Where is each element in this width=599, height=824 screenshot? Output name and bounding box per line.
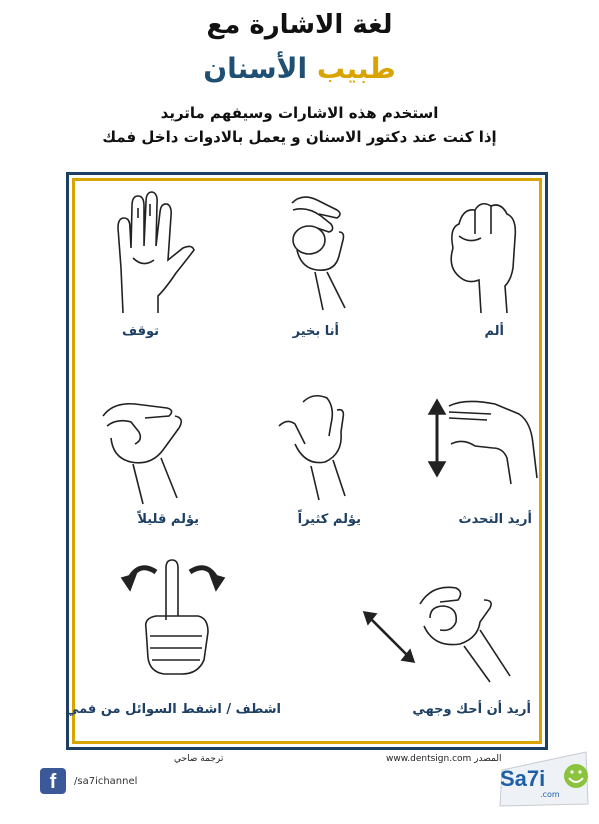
caption-ok: أنا بخير (292, 324, 339, 339)
fist-pain-icon (425, 188, 535, 318)
translation-credit: ترجمة صاحي (174, 754, 224, 764)
talk-hand-icon (415, 388, 545, 508)
scratch-face-icon (360, 578, 530, 688)
caption-stop: توقف (121, 324, 159, 339)
ok-hand-icon (257, 188, 367, 318)
small-pinch-icon (83, 388, 203, 508)
caption-talk: أريد التحدث (458, 512, 532, 527)
sa7i-logo-suffix: .com (540, 790, 560, 799)
stop-hand-icon (88, 188, 198, 318)
sa7i-logo: Sa7i (500, 766, 546, 791)
title-word-doctor: طبيب (316, 52, 396, 85)
subtitle-line2: إذا كنت عند دكتور الاسنان و يعمل بالادوات داخل فمك (102, 128, 497, 146)
facebook-handle[interactable]: /sa7ichannel (74, 776, 138, 787)
caption-small-pain: يؤلم قليلاً (137, 512, 199, 527)
sign-rinse (98, 556, 248, 686)
caption-big-pain: يؤلم كثيراً (297, 512, 361, 527)
big-pinch-icon (257, 388, 367, 508)
caption-rinse: اشطف / اشفط السوائل من فمي (65, 702, 281, 717)
sign-big-pain (237, 388, 387, 508)
sign-ok (237, 188, 387, 318)
facebook-icon[interactable]: f (40, 768, 66, 794)
rinse-finger-icon (108, 556, 238, 686)
sign-scratch (360, 578, 510, 688)
sign-talk (405, 388, 555, 508)
title-word-teeth: الأسنان (203, 52, 308, 85)
caption-scratch: أريد أن أحك وجهي (412, 702, 531, 717)
subtitle-line1: استخدم هذه الاشارات وسيفهم ماتريد (160, 104, 439, 122)
page-title-line2 (0, 52, 599, 85)
sign-small-pain (68, 388, 218, 508)
page-title-line1: لغة الاشارة مع (206, 10, 393, 40)
sign-pain (405, 188, 555, 318)
source-credit: www.dentsign.com المصدر (386, 754, 502, 764)
caption-pain: ألم (484, 324, 504, 339)
sign-stop (68, 188, 218, 318)
